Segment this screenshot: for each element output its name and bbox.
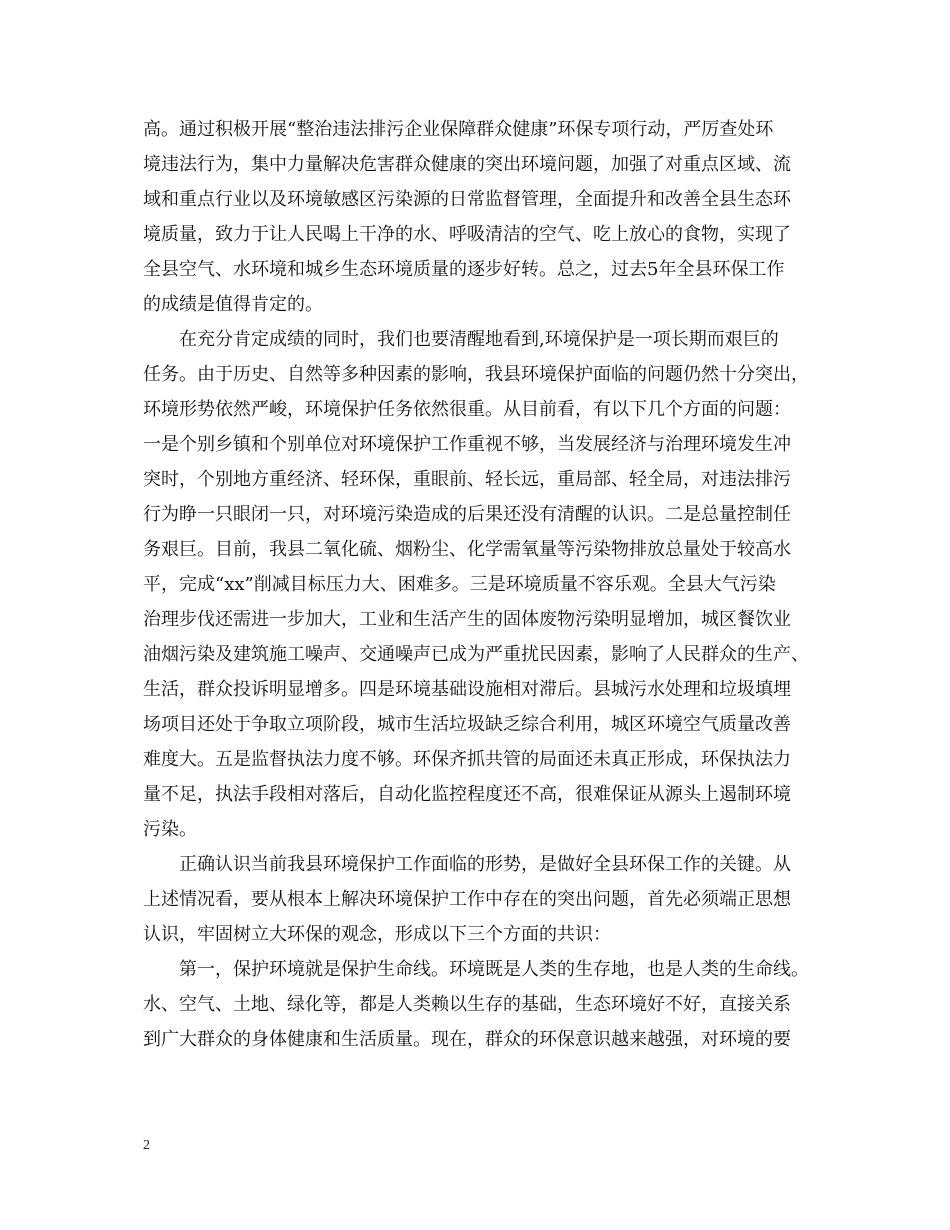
text-line: 环境形势依然严峻，环境保护任务依然很重。从目前看，有以下几个方面的问题：	[143, 399, 791, 420]
text-line: 难度大。五是监督执法力度不够。环保齐抓共管的局面还未真正形成，环保执法力	[143, 749, 791, 770]
text-line: 务艰巨。目前，我县二氧化硫、烟粉尘、化学需氧量等污染物排放总量处于较高水	[143, 539, 791, 560]
text-line: 的成绩是值得肯定的。	[143, 294, 323, 315]
text-line: 治理步伐还需进一步加大，工业和生活产生的固体废物污染明显增加，城区餐饮业	[143, 609, 791, 630]
text-line: 生活，群众投诉明显增多。四是环境基础设施相对滞后。县城污水处理和垃圾填埋	[143, 679, 791, 700]
text-line: 场项目还处于争取立项阶段，城市生活垃圾缺乏综合利用，城区环境空气质量改善	[143, 714, 791, 735]
text-line: 境违法行为，集中力量解决危害群众健康的突出环境问题，加强了对重点区域、流	[143, 154, 791, 175]
text-line: 在充分肯定成绩的同时，我们也要清醒地看到,环境保护是一项长期而艰巨的	[179, 329, 779, 350]
paragraph-3	[143, 847, 823, 952]
text-line: 高。通过积极开展“整治违法排污企业保障群众健康”环保专项行动，严厉查处环	[143, 119, 774, 140]
text-line: 污染。	[143, 819, 197, 840]
text-line: 第一，保护环境就是保护生命线。环境既是人类的生存地，也是人类的生命线。	[179, 959, 809, 980]
text-line: 水、空气、土地、绿化等，都是人类赖以生存的基础，生态环境好不好，直接关系	[143, 994, 791, 1015]
text-line: 上述情况看，要从根本上解决环境保护工作中存在的突出问题，首先必须端正思想	[143, 889, 791, 910]
text-line: 一是个别乡镇和个别单位对环境保护工作重视不够，当发展经济与治理环境发生冲	[143, 434, 791, 455]
document-body	[143, 112, 823, 1057]
paragraph-2	[143, 322, 823, 847]
text-line: 任务。由于历史、自然等多种因素的影响，我县环境保护面临的问题仍然十分突出，	[143, 364, 809, 385]
text-line: 域和重点行业以及环境敏感区污染源的日常监督管理，全面提升和改善全县生态环	[143, 189, 791, 210]
text-line: 油烟污染及建筑施工噪声、交通噪声已成为严重扰民因素，影响了人民群众的生产、	[143, 644, 809, 665]
text-line: 全县空气、水环境和城乡生态环境质量的逐步好转。总之，过去5年全县环保工作	[143, 259, 785, 280]
text-line: 平，完成“xx”削减目标压力大、困难多。三是环境质量不容乐观。全县大气污染	[143, 574, 776, 595]
text-line: 境质量，致力于让人民喝上干净的水、呼吸清洁的空气、吃上放心的食物，实现了	[143, 224, 791, 245]
text-line: 认识，牢固树立大环保的观念，形成以下三个方面的共识：	[143, 924, 611, 945]
text-line: 到广大群众的身体健康和生活质量。现在，群众的环保意识越来越强，对环境的要	[143, 1029, 791, 1050]
text-line: 正确认识当前我县环境保护工作面临的形势，是做好全县环保工作的关键。从	[179, 854, 791, 875]
text-line: 行为睁一只眼闭一只，对环境污染造成的后果还没有清醒的认识。二是总量控制任	[143, 504, 791, 525]
paragraph-4	[143, 952, 823, 1057]
paragraph-1	[143, 112, 823, 322]
page-number: 2	[143, 1138, 150, 1153]
text-line: 突时，个别地方重经济、轻环保，重眼前、轻长远，重局部、轻全局，对违法排污	[143, 469, 791, 490]
text-line: 量不足，执法手段相对落后，自动化监控程度还不高，很难保证从源头上遏制环境	[143, 784, 791, 805]
